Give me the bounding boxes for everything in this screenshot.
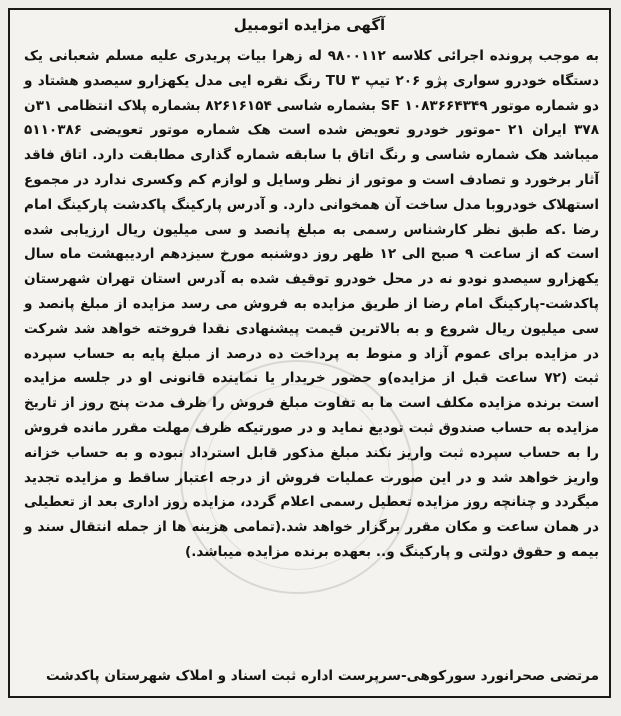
notice-body-text: به موجب پرونده اجرائی کلاسه ۹۸۰۰۱۱۲ له زهرا بیات پریدری علیه مسلم شعبانی یک دستگاه خودرو سواری پژو ۲۰۶ تیپ ۳ TU رنگ نقره ایی مدل یکهزارو سیصدو هشتاد و دو شماره موتور ۱۰۸۳۶۶۴۳۴۹ SF بشماره شاسی ۸۲۶۱۶۱۵۴ بشماره پلاک انتظامی ۳۱ن ۳۷۸ ایران ۲۱ -موتور خودرو تعویض شده است هک شماره موتور تعویضی ۵۱۱۰۳۸۶ میباشد هک شماره شاسی و رنگ اتاق با سابقه شماره گذاری مطابقت دارد. اتاق فاقد آثار برخورد و تصادف است و موتور از نظر وسایل و لوازم کم وکسری ندارد در مجموع استهلاک خودروبا مدل ساخت آن همخوانی دارد. و آدرس پارکینگ پاکدشت پارکینگ امام رضا .که طبق نظر کارشناس رسمی به مبلغ پانصد و سی میلیون ریال ارزیابی شده است که از ساعت ۹ صبح الی ۱۲ ظهر روز دوشنبه مورخ سیزدهم اردیبهشت ماه سال یکهزارو سیصدو نودو نه در محل خودرو توقیف شده به آدرس استان تهران شهرستان پاکدشت-پارکینگ امام رضا از طریق مزایده به فروش می رسد مزایده از مبلغ پانصد و سی میلیون ریال شروع و به بالاترین قیمت پیشنهادی نقدا فروخته خواهد شد شرکت در مزایده برای عموم آزاد و منوط به پرداخت ده درصد از مبلغ پایه به حساب سپرده ثبت (۷۲ ساعت قبل از مزایده)و حضور خریدار یا نماینده قانونی او در جلسه مزایده است برنده مزایده مکلف است ما به تفاوت مبلغ فروش را ظرف مدت پنج روز از تاریخ مزایده به حساب صندوق ثبت تودیع نماید و در صورتیکه ظرف مهلت مقرر مانده فروش را به حساب سپرده ثبت واریز نکند مبلغ مذکور قابل استرداد نبوده و به حساب خزانه واریز خواهد شد و در این صورت عملیات فروش از درجه اعتبار ساقط و مزایده تجدید میگردد و چنانچه روز مزایده تعطیل رسمی اعلام گردد، مزایده روز اداری بعد از تعطیلی در همان ساعت و مکان مقرر برگزار خواهد شد.(تمامی هزینه ها از جمله انتقال سند و بیمه و حقوق دولتی و پارکینگ و.. بعهده برنده مزایده میباشد.) [24, 48, 600, 560]
notice-body [24, 44, 599, 565]
newspaper-notice [8, 8, 611, 698]
notice-title: آگهی مزایده اتومبیل [233, 16, 386, 34]
notice-signature: مرتضی صحرانورد سورکوهی-سرپرست اداره ثبت اسناد و املاک شهرستان پاکدشت [45, 668, 599, 684]
